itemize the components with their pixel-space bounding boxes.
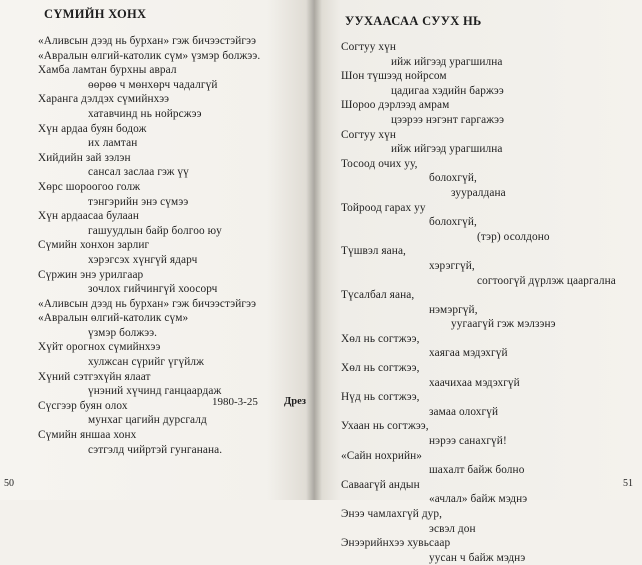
- poem-line: Нүд нь согтжээ,: [341, 391, 420, 404]
- poem-line: зочлох гийчингүй хоосорч: [88, 283, 218, 296]
- poem-line: «Сайн нохрийн»: [341, 449, 423, 462]
- poem-line: Хүний сэтгэхүйн ялаат: [38, 370, 151, 383]
- poem-line: хатавчинд нь нойрсжээ: [88, 107, 202, 120]
- poem-line: «Авралын өлгий-католик сүм»: [38, 312, 189, 325]
- poem-line: хэрэгсэх хүнгүй ядарч: [88, 253, 198, 266]
- poem-line: нэрээ санахгүй!: [429, 435, 507, 448]
- poem-line: Ухаан нь согтжээ,: [341, 420, 429, 433]
- book-gutter: [306, 0, 322, 500]
- poem-line: Шороо дэрлээд амрам: [341, 99, 450, 112]
- poem-date: 1980-3-25: [212, 396, 258, 408]
- poem-line: Хөл нь согтжээ,: [341, 362, 420, 375]
- bleed-through-text: [558, 0, 638, 500]
- poem-line: шахалт байж болно: [429, 464, 525, 477]
- poem-line: уугаагүй гэж мэлзэнэ: [451, 318, 556, 331]
- poem-line: хэрэггүй,: [429, 259, 475, 272]
- poem-line: Харанга дэлдэх сүмийнхээ: [38, 93, 170, 106]
- poem-line: хулжсан сүрийг үгүйлж: [88, 356, 205, 369]
- poem-line: «ачлал» байж мэднэ: [429, 493, 528, 506]
- poem-line: Согтуу хүн: [341, 128, 397, 141]
- poem-line: Сүржин энэ урилгаар: [38, 268, 144, 281]
- cut-off-word: Дрез: [284, 396, 306, 407]
- poem-line: үзмэр болжээ.: [88, 326, 158, 339]
- page-number: 51: [623, 478, 633, 489]
- poem-line: ийж ийгээд урагшилна: [391, 143, 503, 156]
- poem-line: Сүмийн хонхон зарлиг: [38, 239, 150, 252]
- poem-line: Хөл нь согтжээ,: [341, 332, 420, 345]
- poem-line: «Авралын өлгий-католик сүм» үзмэр болжээ.: [38, 49, 261, 62]
- poem-line: Хийдийн зай зэлэн: [38, 151, 131, 164]
- poem-line: нэмэргүй,: [429, 303, 478, 316]
- poem-line: болохгүй,: [429, 216, 477, 229]
- poem-line: Тойроод гарах уу: [341, 201, 426, 214]
- poem-line: их ламтан: [88, 137, 138, 150]
- poem-line: хаягаа мэдэхгүй: [429, 347, 508, 360]
- poem-line: гашуудлын байр болгоо юу: [88, 224, 222, 237]
- poem-line: хаачихаа мэдэхгүй: [429, 376, 520, 389]
- poem-line: Хүн ардаасаа булаан: [38, 210, 140, 223]
- poem-line: Хүн ардаа буян бодож: [38, 122, 147, 135]
- poem-line: ийж ийгээд урагшилна: [391, 55, 503, 68]
- poem-line: «Аливсын дээд нь бурхан» гэж бичээстэйгээ: [38, 297, 257, 310]
- poem-line: Сүмийн яншаа хонх: [38, 429, 137, 442]
- poem-line: цээрээ нэгэнт гаргажээ: [391, 113, 505, 126]
- poem-line: согтоогүй дүрлэж цааргална: [477, 274, 616, 287]
- page-number: 50: [4, 478, 14, 489]
- poem-line: Тосоод очих уу,: [341, 157, 418, 170]
- right-page: [314, 0, 642, 564]
- poem-line: уусан ч байж мэднэ: [429, 551, 526, 564]
- poem-line: Түсалбал яана,: [341, 289, 415, 302]
- poem-line: Хамба ламтан бурхны аврал: [38, 64, 177, 77]
- poem-line: эсвэл дон: [429, 522, 476, 535]
- poem-line: Шон түшээд нойрсом: [341, 70, 447, 83]
- poem-line: Энээрийнхээ хувьсаар: [341, 537, 451, 550]
- poem-line: Сүсгээр буян олох: [38, 399, 128, 412]
- poem-line: (тэр) осолдоно: [477, 230, 550, 243]
- poem-line: «Аливсын дээд нь бурхан» гэж бичээстэйгээ: [38, 35, 257, 47]
- poem-line: Согтуу хүн: [341, 41, 397, 53]
- poem-line: Саваагүй андын: [341, 478, 420, 491]
- poem-line: тэнгэрийн энэ сүмээ: [88, 195, 189, 208]
- poem-line: өөрөө ч мөнхөрч чадалгүй: [88, 78, 218, 91]
- poem-line: зууралдана: [451, 186, 506, 199]
- poem-title: СҮМИЙН ХОНХ: [44, 7, 147, 21]
- poem-line: замаа олохгүй: [429, 405, 499, 418]
- poem-line: сэтгэлд чийртэй гунганана.: [88, 443, 223, 456]
- poem-line: сансал заслаа гэж үү: [88, 166, 189, 179]
- poem-line: болохгүй,: [429, 172, 477, 185]
- poem-title: УУХААСАА СУУХ НЬ: [345, 14, 482, 28]
- left-page: [0, 0, 314, 500]
- poem-line: Энээ чамлахгүй дур,: [341, 508, 443, 520]
- poem-line: Хүйт орогнох сүмийнхээ: [38, 341, 161, 354]
- poem-line: Түшвэл яана,: [341, 245, 406, 258]
- poem-line: үнэний хүчинд ганцаардаж: [88, 385, 222, 398]
- poem-line: Хөрс шороогоо голж: [38, 180, 141, 193]
- poem-line: цадигаа хэдийн баржээ: [391, 84, 504, 97]
- poem-line: мунхаг цагийн дурсгалд: [88, 414, 207, 427]
- poem-lines: [38, 34, 260, 457]
